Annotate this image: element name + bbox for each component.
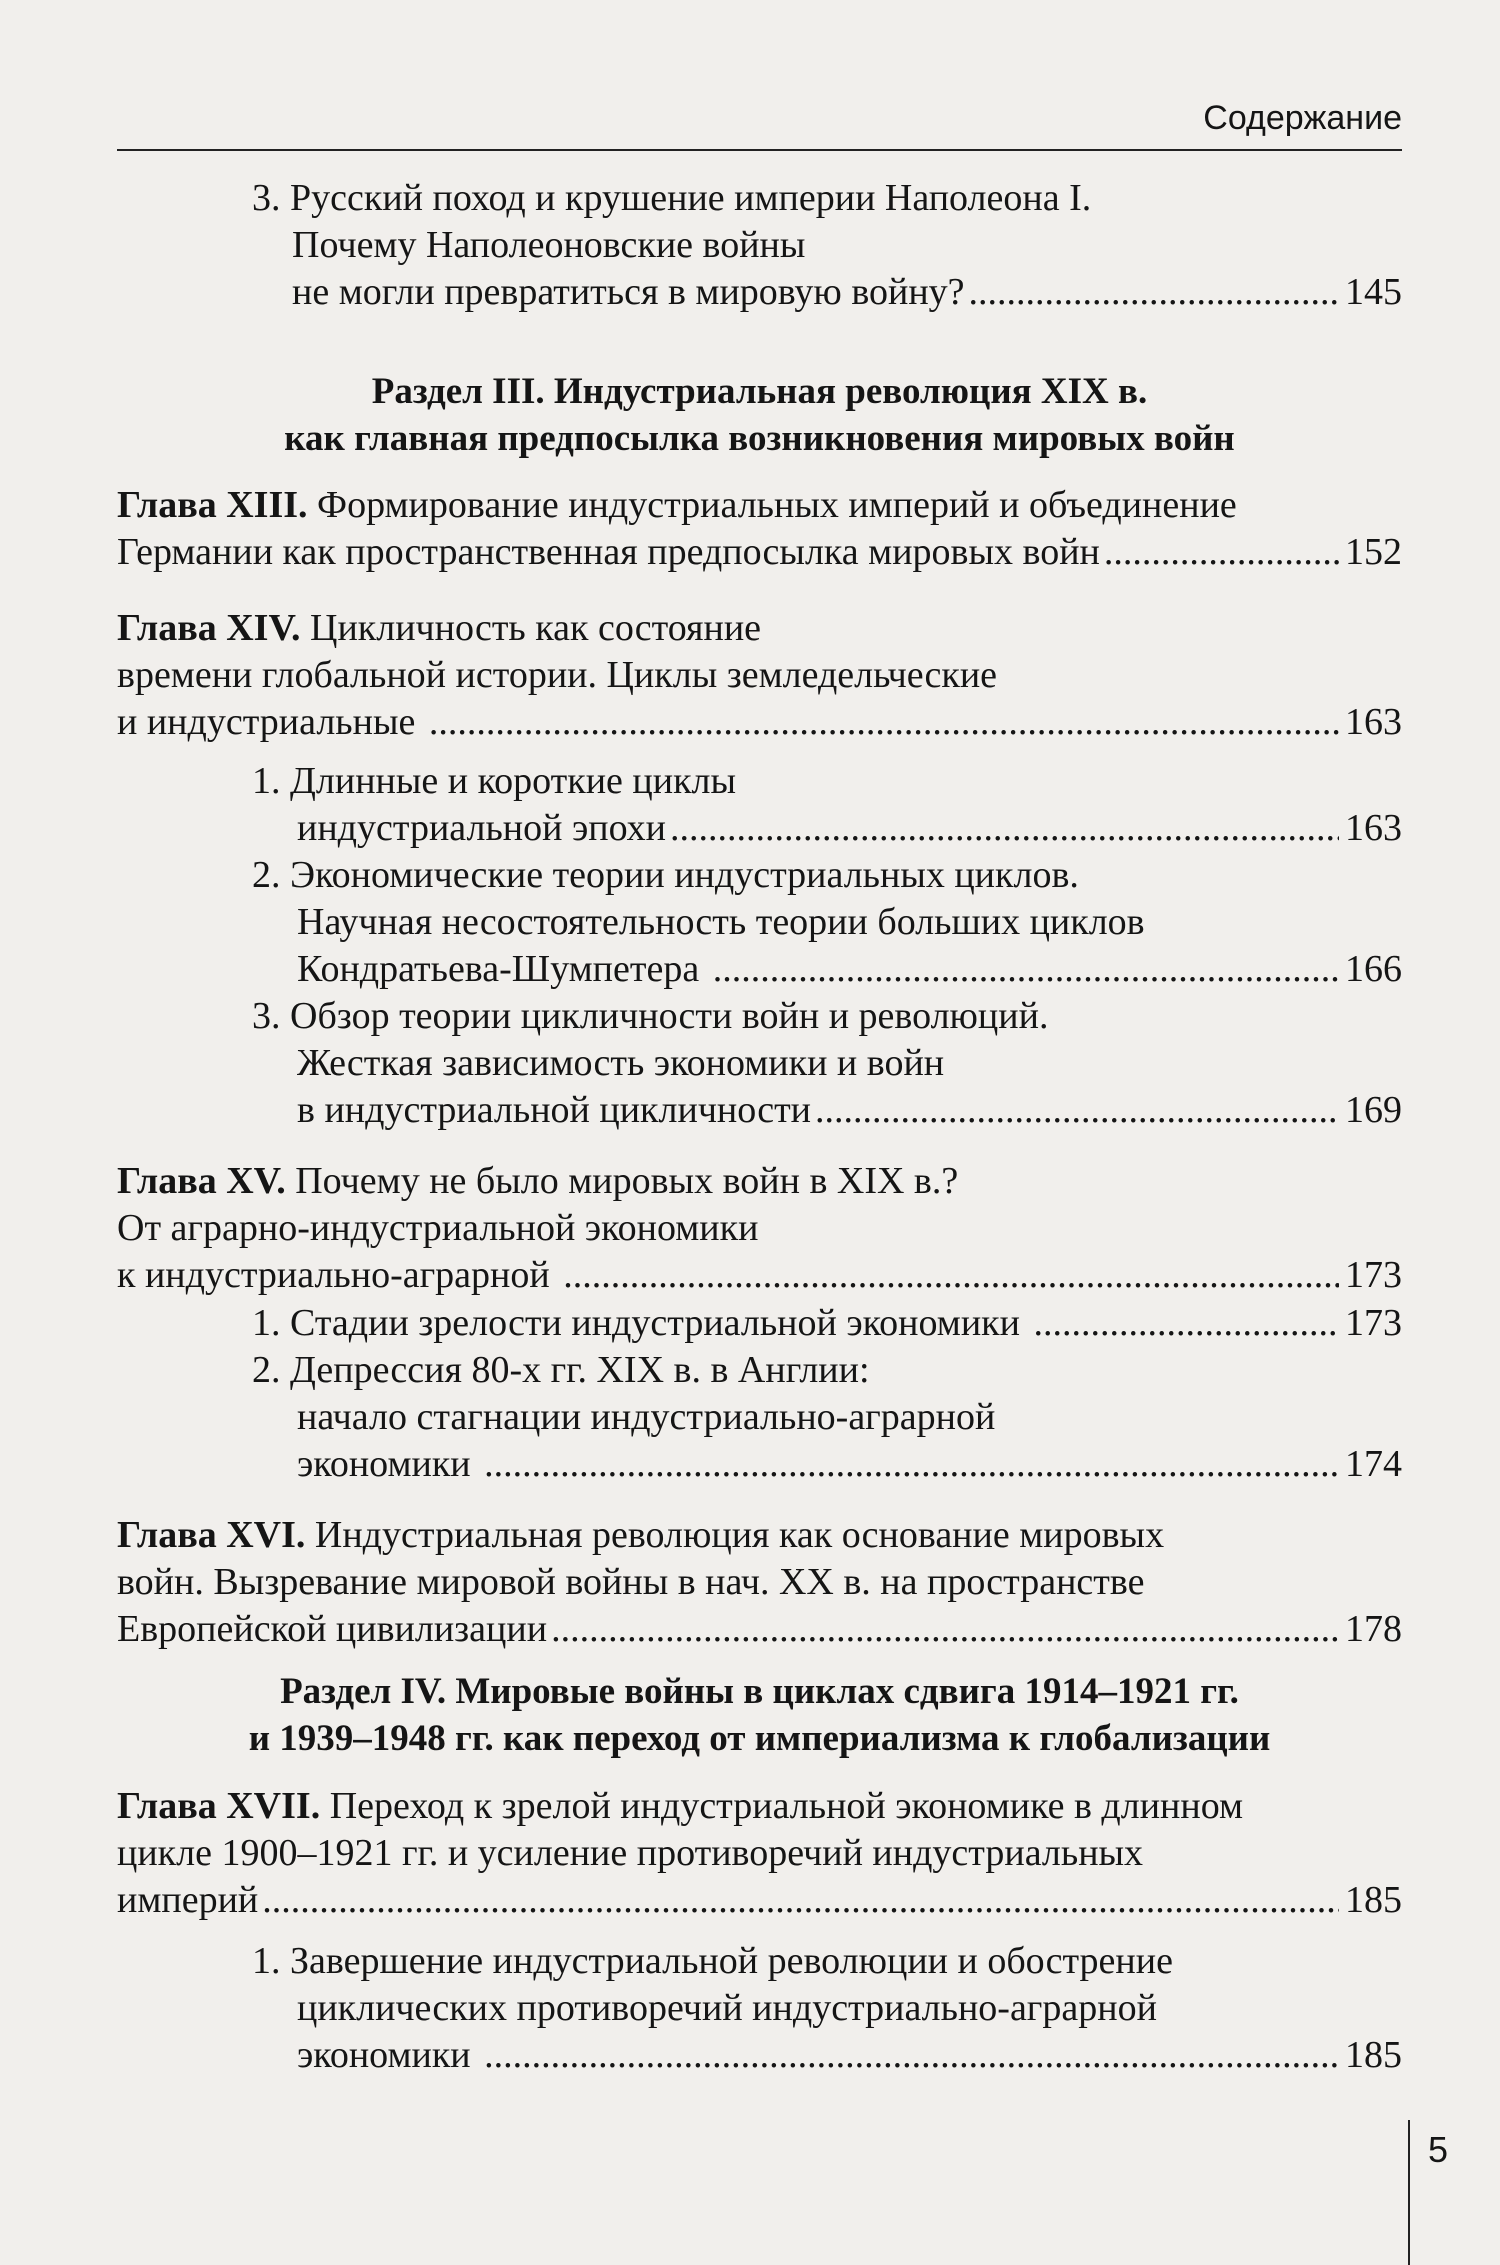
toc-entry-line [117, 1087, 1402, 1134]
chapter-label: Глава XVII. [117, 1785, 321, 1827]
page-number: 5 [1428, 2129, 1449, 2170]
chapter-label: Глава XIII. [117, 484, 308, 526]
toc-entry-line [117, 852, 1402, 899]
toc-entry-line [117, 482, 1402, 529]
toc-chapter-entry [117, 1158, 1402, 1299]
toc-entry-text: От аграрно-индустриальной экономики [117, 1207, 759, 1249]
toc-page-number: 173 [1345, 1254, 1402, 1296]
toc-entry-line [117, 652, 1402, 699]
chapter-label: Глава XIV. [117, 607, 301, 649]
toc-subsection-entry [117, 1300, 1402, 1347]
chapter-label: Глава XVI. [117, 1514, 306, 1556]
toc-subsection-entry [117, 1347, 1402, 1488]
toc-page-number: 185 [1345, 2034, 1402, 2076]
toc-entry-line [117, 1783, 1402, 1830]
toc-entry-text: 1. Стадии зрелости индустриальной экономики [252, 1302, 1030, 1344]
toc-entry-text: к индустриально-аграрной [117, 1254, 560, 1296]
toc-entry-line [117, 1158, 1402, 1205]
toc-entry-text: Почему не было мировых войн в XIX в.? [285, 1160, 959, 1202]
toc-entry-line [117, 1559, 1402, 1606]
section-heading [117, 368, 1402, 462]
toc-subsection-entry [117, 993, 1402, 1134]
dot-leader [713, 946, 1339, 993]
toc-entry-text: Жесткая зависимость экономики и войн [297, 1042, 945, 1084]
toc-entry-text: Германии как пространственная предпосылка мировых войн [117, 531, 1100, 573]
toc-entry-line [117, 1252, 1402, 1299]
section-heading-line: Раздел III. Индустриальная революция XIX в. [371, 371, 1148, 412]
toc-entry-line [117, 1205, 1402, 1252]
toc-subsection-entry [117, 175, 1402, 316]
toc-entry-line [117, 175, 1402, 222]
dot-leader [670, 805, 1339, 852]
dot-leader [1104, 529, 1339, 576]
running-header: Содержание [1203, 99, 1402, 137]
toc-page-number: 169 [1345, 1089, 1402, 1131]
header-rule [117, 149, 1402, 151]
toc-page-number: 163 [1345, 701, 1402, 743]
toc-entry-text: 2. Экономические теории индустриальных циклов. [252, 854, 1079, 896]
toc-page-number: 152 [1345, 531, 1402, 573]
toc-entry-text: 3. Обзор теории цикличности войн и революций. [252, 995, 1049, 1037]
toc-entry-line [117, 1985, 1402, 2032]
toc-entry-line [117, 1441, 1402, 1488]
toc-entry-text: циклических противоречий индустриально-аграрной [297, 1987, 1157, 2029]
chapter-label: Глава XV. [117, 1160, 286, 1202]
dot-leader [262, 1877, 1339, 1924]
dot-leader [969, 269, 1339, 316]
toc-entry-text: Цикличность как состояние [300, 607, 762, 649]
toc-entry-text: Почему Наполеоновские войны [292, 224, 806, 266]
toc-chapter-entry [117, 1512, 1402, 1653]
section-heading [117, 1668, 1402, 1762]
toc-entry-text: империй [117, 1879, 259, 1921]
toc-entry-line [117, 2032, 1402, 2079]
toc-entry-line [117, 1300, 1402, 1347]
toc-entry-text: времени глобальной истории. Циклы земледельческие [117, 654, 998, 696]
toc-entry-text: индустриальной эпохи [297, 807, 666, 849]
section-heading-line: как главная предпосылка возникновения мировых войн [284, 418, 1235, 459]
toc-entry-text: 1. Длинные и короткие циклы [252, 760, 737, 802]
toc-page-number: 174 [1345, 1443, 1402, 1485]
toc-entry-line [117, 758, 1402, 805]
toc-entry-text: Научная несостоятельность теории больших циклов [297, 901, 1145, 943]
toc-entry-text: экономики [297, 1443, 481, 1485]
toc-page-number: 163 [1345, 807, 1402, 849]
toc-chapter-entry [117, 482, 1402, 576]
toc-page-number: 178 [1345, 1608, 1402, 1650]
toc-page-number: 173 [1345, 1302, 1402, 1344]
toc-entry-text: экономики [297, 2034, 481, 2076]
toc-entry-text: 1. Завершение индустриальной революции и обострение [252, 1940, 1173, 1982]
toc-entry-text: Формирование индустриальных империй и объединение [307, 484, 1237, 526]
toc-entry-line [117, 269, 1402, 316]
toc-entry-line [117, 1394, 1402, 1441]
dot-leader [429, 699, 1339, 746]
toc-entry-line [117, 805, 1402, 852]
toc-page-number: 185 [1345, 1879, 1402, 1921]
toc-entry-line [117, 699, 1402, 746]
dot-leader [815, 1087, 1339, 1134]
toc-entry-line [117, 605, 1402, 652]
toc-entry-text: войн. Вызревание мировой войны в нач. XX в. на пространстве [117, 1561, 1145, 1603]
toc-entry-text: в индустриальной цикличности [297, 1089, 812, 1131]
toc-entry-text: и индустриальные [117, 701, 425, 743]
toc-entry-line [117, 1606, 1402, 1653]
toc-entry-line [117, 993, 1402, 1040]
toc-entry-text: Переход к зрелой индустриальной экономике в длинном [320, 1785, 1244, 1827]
section-heading-line: Раздел IV. Мировые войны в циклах сдвига 1914–1921 гг. [280, 1671, 1239, 1712]
toc-entry-text: Европейской цивилизации [117, 1608, 548, 1650]
toc-entry-line [117, 1040, 1402, 1087]
toc-entry-line [117, 1877, 1402, 1924]
toc-chapter-entry [117, 605, 1402, 746]
dot-leader [484, 1441, 1339, 1488]
toc-entry-text: Индустриальная революция как основание мировых [305, 1514, 1165, 1556]
dot-leader [484, 2032, 1339, 2079]
toc-entry-line [117, 1347, 1402, 1394]
page-number-divider [1408, 2120, 1410, 2265]
toc-entry-text: не могли превратиться в мировую войну? [292, 271, 965, 313]
toc-chapter-entry [117, 1783, 1402, 1924]
toc-entry-line [117, 1938, 1402, 1985]
toc-entry-line [117, 946, 1402, 993]
dot-leader [1033, 1300, 1339, 1347]
toc-entry-text: начало стагнации индустриально-аграрной [297, 1396, 996, 1438]
section-heading-line: и 1939–1948 гг. как переход от империализма к глобализации [248, 1718, 1271, 1759]
toc-entry-text: 2. Депрессия 80-х гг. XIX в. в Англии: [252, 1349, 870, 1391]
dot-leader [551, 1606, 1339, 1653]
toc-entry-line [117, 1512, 1402, 1559]
toc-entry-line [117, 529, 1402, 576]
toc-subsection-entry [117, 852, 1402, 993]
toc-page-number: 145 [1345, 271, 1402, 313]
toc-entry-line [117, 222, 1402, 269]
toc-entry-line [117, 899, 1402, 946]
toc-entry-text: цикле 1900–1921 гг. и усиление противоречий индустриальных [117, 1832, 1144, 1874]
toc-subsection-entry [117, 758, 1402, 852]
toc-entry-line [117, 1830, 1402, 1877]
toc-entry-text: Кондратьева-Шумпетера [297, 948, 709, 990]
toc-subsection-entry [117, 1938, 1402, 2079]
toc-entry-text: 3. Русский поход и крушение империи Наполеона I. [252, 177, 1092, 219]
dot-leader [563, 1252, 1339, 1299]
toc-page-number: 166 [1345, 948, 1402, 990]
